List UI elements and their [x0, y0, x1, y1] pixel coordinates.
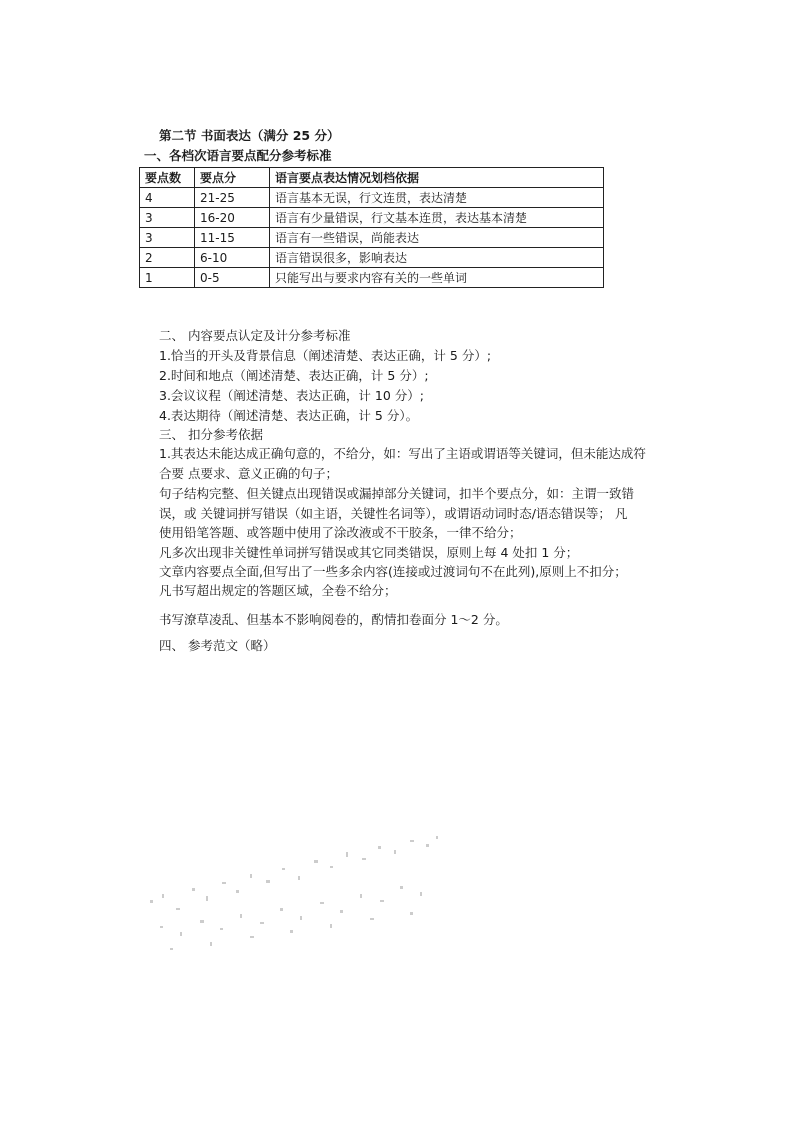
table-cell: 语言有一些错误，尚能表达 [270, 228, 604, 248]
table-cell: 0-5 [195, 268, 270, 288]
table-cell: 语言基本无误，行文连贯，表达清楚 [270, 188, 604, 208]
table-row [140, 268, 604, 288]
part3-heading: 三、 扣分参考依据 [159, 427, 263, 442]
paragraph-line: 凡多次出现非关键性单词拼写错误或其它同类错误，原则上每 4 处扣 1 分； [159, 545, 579, 560]
paragraph-line: 文章内容要点全面,但写出了一些多余内容(连接或过渡词句不在此列),原则上不扣分； [159, 564, 627, 579]
paragraph-line: 凡书写超出规定的答题区域，全卷不给分； [159, 583, 397, 598]
table-header-cell: 要点数 [140, 168, 195, 188]
table-cell: 16-20 [195, 208, 270, 228]
paragraph-line: 句子结构完整、但关键点出现错误或漏掉部分关键词，扣半个要点分，如：主谓一致错 [159, 486, 635, 501]
table-cell: 语言错误很多，影响表达 [270, 248, 604, 268]
table-row [140, 248, 604, 268]
list-item: 2.时间和地点（阐述清楚、表达正确，计 5 分）; [159, 368, 429, 383]
faded-stamp-image [140, 830, 460, 970]
table-cell: 6-10 [195, 248, 270, 268]
table-cell: 2 [140, 248, 195, 268]
table-row [140, 188, 604, 208]
table-row [140, 228, 604, 248]
list-item: 4.表达期待（阐述清楚、表达正确，计 5 分）。 [159, 408, 419, 423]
table-header-cell: 语言要点表达情况划档依据 [270, 168, 604, 188]
table-row [140, 208, 604, 228]
part4-heading: 四、 参考范文（略） [159, 638, 276, 653]
paragraph-line: 1.其表达未能达成正确句意的，不给分，如：写出了主语或谓语等关键词，但未能达成符 [159, 446, 646, 461]
part1-heading: 一、各档次语言要点配分参考标准 [144, 148, 332, 163]
table-cell: 3 [140, 228, 195, 248]
paragraph-line: 使用铅笔答题、或答题中使用了涂改液或不干胶条，一律不给分； [159, 525, 522, 540]
table-cell: 1 [140, 268, 195, 288]
table-cell: 4 [140, 188, 195, 208]
table-cell: 21-25 [195, 188, 270, 208]
table-cell: 3 [140, 208, 195, 228]
part2-heading: 二、 内容要点认定及计分参考标准 [159, 328, 351, 343]
section-title: 第二节 书面表达（满分 25 分） [159, 128, 340, 143]
table-cell: 只能写出与要求内容有关的一些单词 [270, 268, 604, 288]
table-header-row [140, 168, 604, 188]
table-cell: 语言有少量错误，行文基本连贯，表达基本清楚 [270, 208, 604, 228]
paragraph-line: 误，或 关键词拼写错误（如主语，关键性名词等），或谓语动词时态/语态错误等； 凡 [159, 506, 628, 521]
handwriting-note: 书写潦草凌乱、但基本不影响阅卷的，酌情扣卷面分 1～2 分。 [159, 612, 508, 627]
list-item: 1.恰当的开头及背景信息（阐述清楚、表达正确，计 5 分）; [159, 348, 492, 363]
score-table [139, 167, 604, 288]
table-header-cell: 要点分 [195, 168, 270, 188]
table-cell: 11-15 [195, 228, 270, 248]
paragraph-line: 合要 点要求、意义正确的句子； [159, 466, 338, 481]
list-item: 3.会议议程（阐述清楚、表达正确，计 10 分）; [159, 388, 424, 403]
